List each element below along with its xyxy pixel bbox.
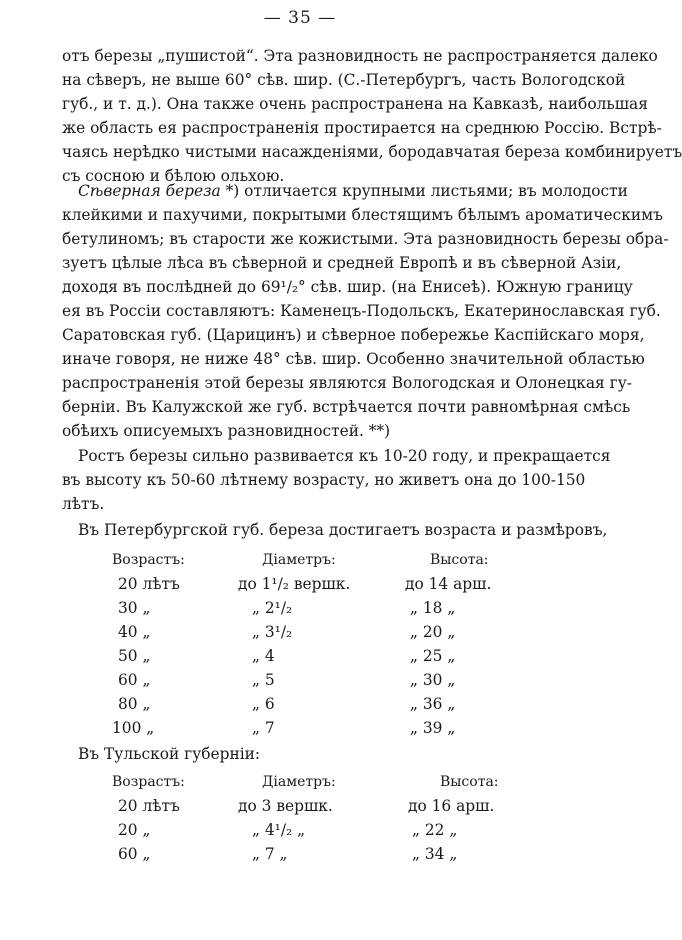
text-line: же область ея распространенія простирается на среднюю Россію. Встрѣ-	[62, 119, 662, 137]
table-cell: 30 „	[118, 599, 151, 617]
column-header: Высота:	[430, 552, 489, 568]
text-line: бетулиномъ; въ старости же кожистыми. Эта разновидность березы обра-	[62, 230, 669, 248]
table-cell: 20 „	[118, 821, 151, 839]
text-line: въ высоту къ 50-60 лѣтнему возрасту, но живетъ она до 100-150	[62, 471, 586, 489]
text-line: иначе говоря, не ниже 48° сѣв. шир. Особенно значительной областью	[62, 350, 645, 368]
column-header: Возрастъ:	[112, 774, 185, 790]
table-cell: до 16 арш.	[408, 797, 495, 815]
table-cell: „ 5	[252, 671, 275, 689]
column-header: Діаметръ:	[262, 552, 336, 568]
table-cell: 60 „	[118, 671, 151, 689]
table-cell: „ 22 „	[412, 821, 458, 839]
text-line: Ростъ березы сильно развивается къ 10-20 году, и прекращается	[78, 447, 611, 465]
table-cell: до 1¹/₂ вершк.	[238, 575, 351, 593]
page-number: — 35 —	[263, 8, 337, 28]
text-line: съ сосною и бѣлою ольхою.	[62, 167, 285, 185]
table-cell: „ 4¹/₂ „	[252, 821, 306, 839]
table-cell: „ 34 „	[412, 845, 458, 863]
column-header: Возрастъ:	[112, 552, 185, 568]
section-heading: Въ Тульской губерніи:	[78, 745, 261, 763]
text-line: Въ Петербургской губ. береза достигаетъ возраста и размѣровъ,	[78, 521, 608, 539]
table-cell: „ 18 „	[410, 599, 456, 617]
table-cell: „ 7	[252, 719, 275, 737]
table-cell: до 3 вершк.	[238, 797, 333, 815]
text-line: зуетъ цѣлые лѣса въ сѣверной и средней Европѣ и въ сѣверной Азіи,	[62, 254, 622, 272]
column-header: Діаметръ:	[262, 774, 336, 790]
italic-term: Сѣверная береза	[78, 182, 221, 200]
table-cell: „ 6	[252, 695, 275, 713]
table-cell: „ 25 „	[410, 647, 456, 665]
text-line: ея въ Россіи составляютъ: Каменецъ-Подольскъ, Екатеринославская губ.	[62, 302, 661, 320]
text-line: отъ березы „пушистой“. Эта разновидность не распространяется далеко	[62, 47, 658, 65]
column-header: Высота:	[440, 774, 499, 790]
table-cell: „ 20 „	[410, 623, 456, 641]
table-cell: „ 7 „	[252, 845, 288, 863]
text-line: на сѣверъ, не выше 60° сѣв. шир. (С.-Петербургъ, часть Вологодской	[62, 71, 626, 89]
text-line: лѣтъ.	[62, 495, 105, 513]
text-line: чаясь нерѣдко чистыми насажденіями, бородавчатая береза комбинируетъ	[62, 143, 682, 161]
table-cell: 20 лѣтъ	[118, 797, 180, 815]
text-span: *) отличается крупными листьями; въ молодости	[220, 182, 628, 200]
table-cell: „ 2¹/₂	[252, 599, 293, 617]
table-cell: „ 36 „	[410, 695, 456, 713]
table-cell: „ 4	[252, 647, 275, 665]
table-cell: 100 „	[112, 719, 155, 737]
text-line: берніи. Въ Калужской же губ. встрѣчается почти равномѣрная смѣсь	[62, 398, 631, 416]
table-cell: 80 „	[118, 695, 151, 713]
text-line	[78, 181, 628, 201]
text-line: губ., и т. д.). Она также очень распространена на Кавказѣ, наибольшая	[62, 95, 648, 113]
text-line: распространенія этой березы являются Вологодская и Олонецкая гу-	[62, 374, 632, 392]
table-cell: 20 лѣтъ	[118, 575, 180, 593]
table-cell: „ 3¹/₂	[252, 623, 293, 641]
table-cell: 60 „	[118, 845, 151, 863]
table-cell: „ 30 „	[410, 671, 456, 689]
table-cell: 50 „	[118, 647, 151, 665]
text-line: доходя въ послѣдней до 69¹/₂° сѣв. шир. (на Енисеѣ). Южную границу	[62, 278, 633, 296]
text-line: Саратовская губ. (Царицинъ) и сѣверное побережье Каспійскаго моря,	[62, 326, 645, 344]
text-line: клейкими и пахучими, покрытыми блестящимъ бѣлымъ ароматическимъ	[62, 206, 663, 224]
table-cell: 40 „	[118, 623, 151, 641]
text-line: обѣихъ описуемыхъ разновидностей. **)	[62, 422, 391, 440]
table-cell: до 14 арш.	[405, 575, 492, 593]
table-cell: „ 39 „	[410, 719, 456, 737]
